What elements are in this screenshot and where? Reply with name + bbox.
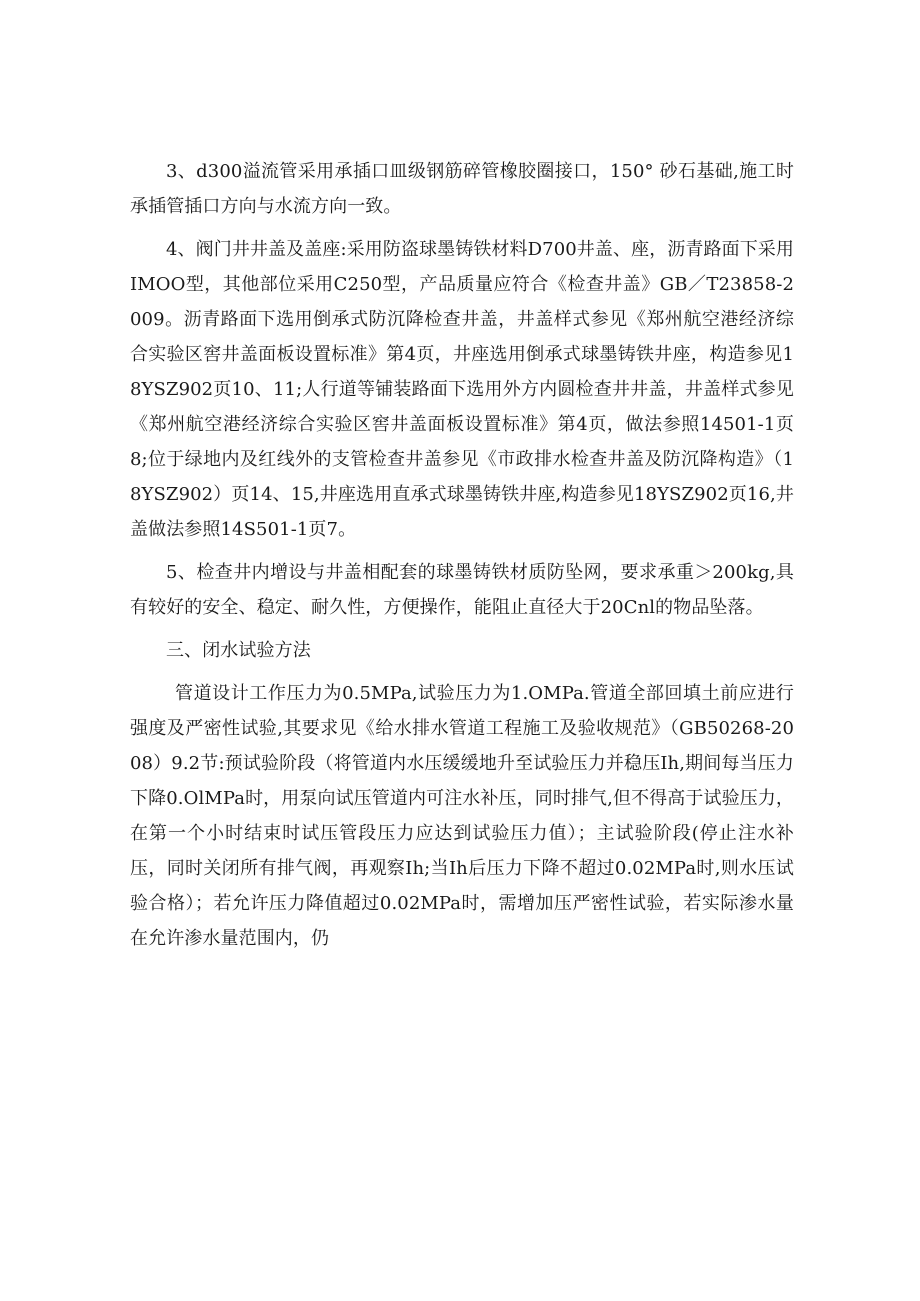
paragraph-item-5: 5、检查井内增设与井盖相配套的球墨铸铁材质防坠网，要求承重＞200kg,具有较好的安全、稳定、耐久性，方便操作，能阻止直径大于20Cnl的物品坠落。 bbox=[130, 562, 794, 618]
paragraph-item-3: 3、d300溢流管采用承插口皿级钢筋碎管橡胶圈接口，150° 砂石基础,施工时承插管插口方向与水流方向一致。 bbox=[130, 161, 794, 217]
document-body bbox=[130, 154, 794, 956]
paragraph-closed-water-test-body: 管道设计工作压力为0.5MPa,试验压力为1.OMPa.管道全部回填土前应进行强度及严密性试验,其要求见《给水排水管道工程施工及验收规范》（GB50268-2008）9.2节:预试验阶段（将管道内水压缓缓地升至试验压力并稳压Ih,期间每当压力下降0.OlMPa时，用泵向试压管道内可注水补压，同时排气,但不得高于试验压力，在第一个小时结束时试压管段压力应达到试验压力值）；主试验阶段(停止注水补压，同时关闭所有排气阀，再观察Ih;当Ih后压力下降不超过0.02MPa时,则水压试验合格）；若允许压力降值超过0.02MPa时，需增加压严密性试验，若实际渗水量在允许渗水量范围内，仍 bbox=[130, 683, 794, 949]
section-heading-closed-water-test: 三、闭水试验方法 bbox=[166, 640, 311, 661]
paragraph-item-4: 4、阀门井井盖及盖座:采用防盗球墨铸铁材料D700井盖、座，沥青路面下采用IMOO型，其他部位采用C250型，产品质量应符合《检查井盖》GB／T23858-2009。沥青路面下选用倒承式防沉降检查井盖，井盖样式参见《郑州航空港经济综合实验区窖井盖面板设置标准》第4页，井座选用倒承式球墨铸铁井座，构造参见18YSZ902页10、11;人行道等铺装路面下选用外方内圆检查井井盖，井盖样式参见《郑州航空港经济综合实验区窖井盖面板设置标准》第4页，做法参照14501-1页8;位于绿地内及红线外的支管检查井盖参见《市政排水检查井盖及防沉降构造》（18YSZ902）页14、15,井座选用直承式球墨铸铁井座,构造参见18YSZ902页16,井盖做法参照14S501-1页7。 bbox=[130, 239, 795, 540]
